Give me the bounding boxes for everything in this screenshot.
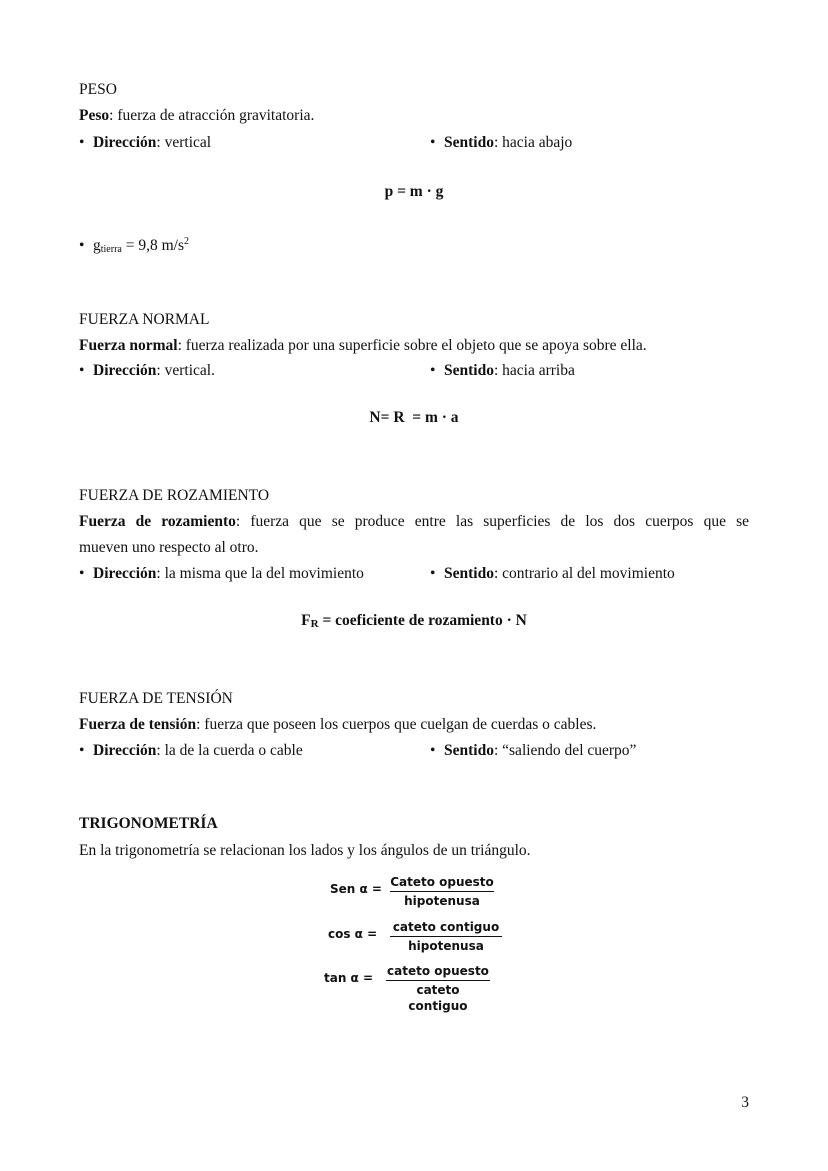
trig-function-label: Sen α =	[330, 882, 382, 896]
bullet-value: : la misma que la del movimiento	[156, 565, 364, 582]
bullet-value: : hacia abajo	[493, 134, 573, 151]
bullet-value: : hacia arriba	[493, 362, 575, 379]
definition-text: : fuerza de atracción gravitatoria.	[109, 107, 315, 124]
formula-peso: p = m · g	[384, 183, 444, 200]
formula-normal: N= R = m · a	[369, 409, 459, 426]
trig-fraction: cateto contiguo hipotenusa	[390, 919, 502, 954]
bullet-sentido-tension: • Sentido: “saliendo del cuerpo”	[430, 742, 637, 759]
bullet-value: : vertical	[156, 134, 212, 151]
bullet-label: Sentido	[444, 134, 494, 151]
formula-rozamiento: FR = coeficiente de rozamiento · N	[301, 612, 527, 630]
definition-term: Fuerza de tensión	[79, 716, 197, 733]
bullet-gravity-value: • $g_{tierra} = 9,8$ $m/s^2$	[79, 236, 189, 255]
definition-rozamiento-line1	[79, 512, 749, 532]
definition-text: : fuerza realizada por una superficie sobre el objeto que se apoya sobre ella.	[177, 337, 647, 354]
bullet-value: : contrario al del movimiento	[493, 565, 675, 582]
bullet-direccion-normal: • Dirección: vertical.	[79, 362, 215, 379]
definition-text: : fuerza que poseen los cuerpos que cuelgan de cuerdas o cables.	[196, 716, 597, 733]
bullet-value: : vertical.	[156, 362, 215, 379]
bullet-label: Sentido	[444, 742, 494, 759]
bullet-label: Dirección	[93, 742, 157, 759]
bullet-direccion-tension: • Dirección: la de la cuerda o cable	[79, 742, 303, 759]
definition-term: Fuerza de rozamiento	[79, 513, 236, 530]
definition-term: Fuerza normal	[79, 337, 178, 354]
bullet-label: Sentido	[444, 362, 494, 379]
bullet-sentido-rozamiento: • Sentido: contrario al del movimiento	[430, 565, 675, 582]
trig-function-label: cos α =	[328, 927, 378, 941]
definition-rozamiento-line2: mueven uno respecto al otro.	[79, 539, 259, 556]
section-heading-normal: FUERZA NORMAL	[79, 311, 210, 328]
trig-fraction: cateto opuesto cateto contiguo	[387, 964, 489, 1013]
section-heading-peso: PESO	[79, 81, 117, 98]
page-number: 3	[741, 1094, 749, 1111]
definition-peso	[79, 106, 314, 126]
section-heading-rozamiento: FUERZA DE ROZAMIENTO	[79, 487, 270, 504]
trigonometria-intro: En la trigonometría se relacionan los lados y los ángulos de un triángulo.	[79, 842, 531, 859]
section-heading-tension: FUERZA DE TENSIÓN	[79, 690, 233, 707]
bullet-label: Dirección	[93, 565, 157, 582]
section-heading-trigonometria: TRIGONOMETRÍA	[79, 815, 218, 832]
bullet-direccion-rozamiento: • Dirección: la misma que la del movimiento	[79, 565, 364, 582]
bullet-label: Dirección	[93, 134, 157, 151]
bullet-label: Dirección	[93, 362, 157, 379]
bullet-value: : “saliendo del cuerpo”	[493, 742, 637, 759]
definition-tension	[79, 715, 596, 735]
trig-function-label: tan α =	[324, 971, 374, 985]
bullet-sentido-peso: • Sentido: hacia abajo	[430, 134, 573, 151]
bullet-direccion-peso: • Dirección: vertical	[79, 134, 212, 151]
bullet-sentido-normal: • Sentido: hacia arriba	[430, 362, 575, 379]
bullet-value: : la de la cuerda o cable	[156, 742, 303, 759]
trig-fraction: Cateto opuesto hipotenusa	[390, 875, 494, 908]
definition-term: Peso	[79, 107, 110, 124]
definition-normal	[79, 336, 647, 356]
definition-text: : fuerza que se produce entre las superficies de los dos cuerpos que se	[235, 513, 749, 530]
bullet-label: Sentido	[444, 565, 494, 582]
